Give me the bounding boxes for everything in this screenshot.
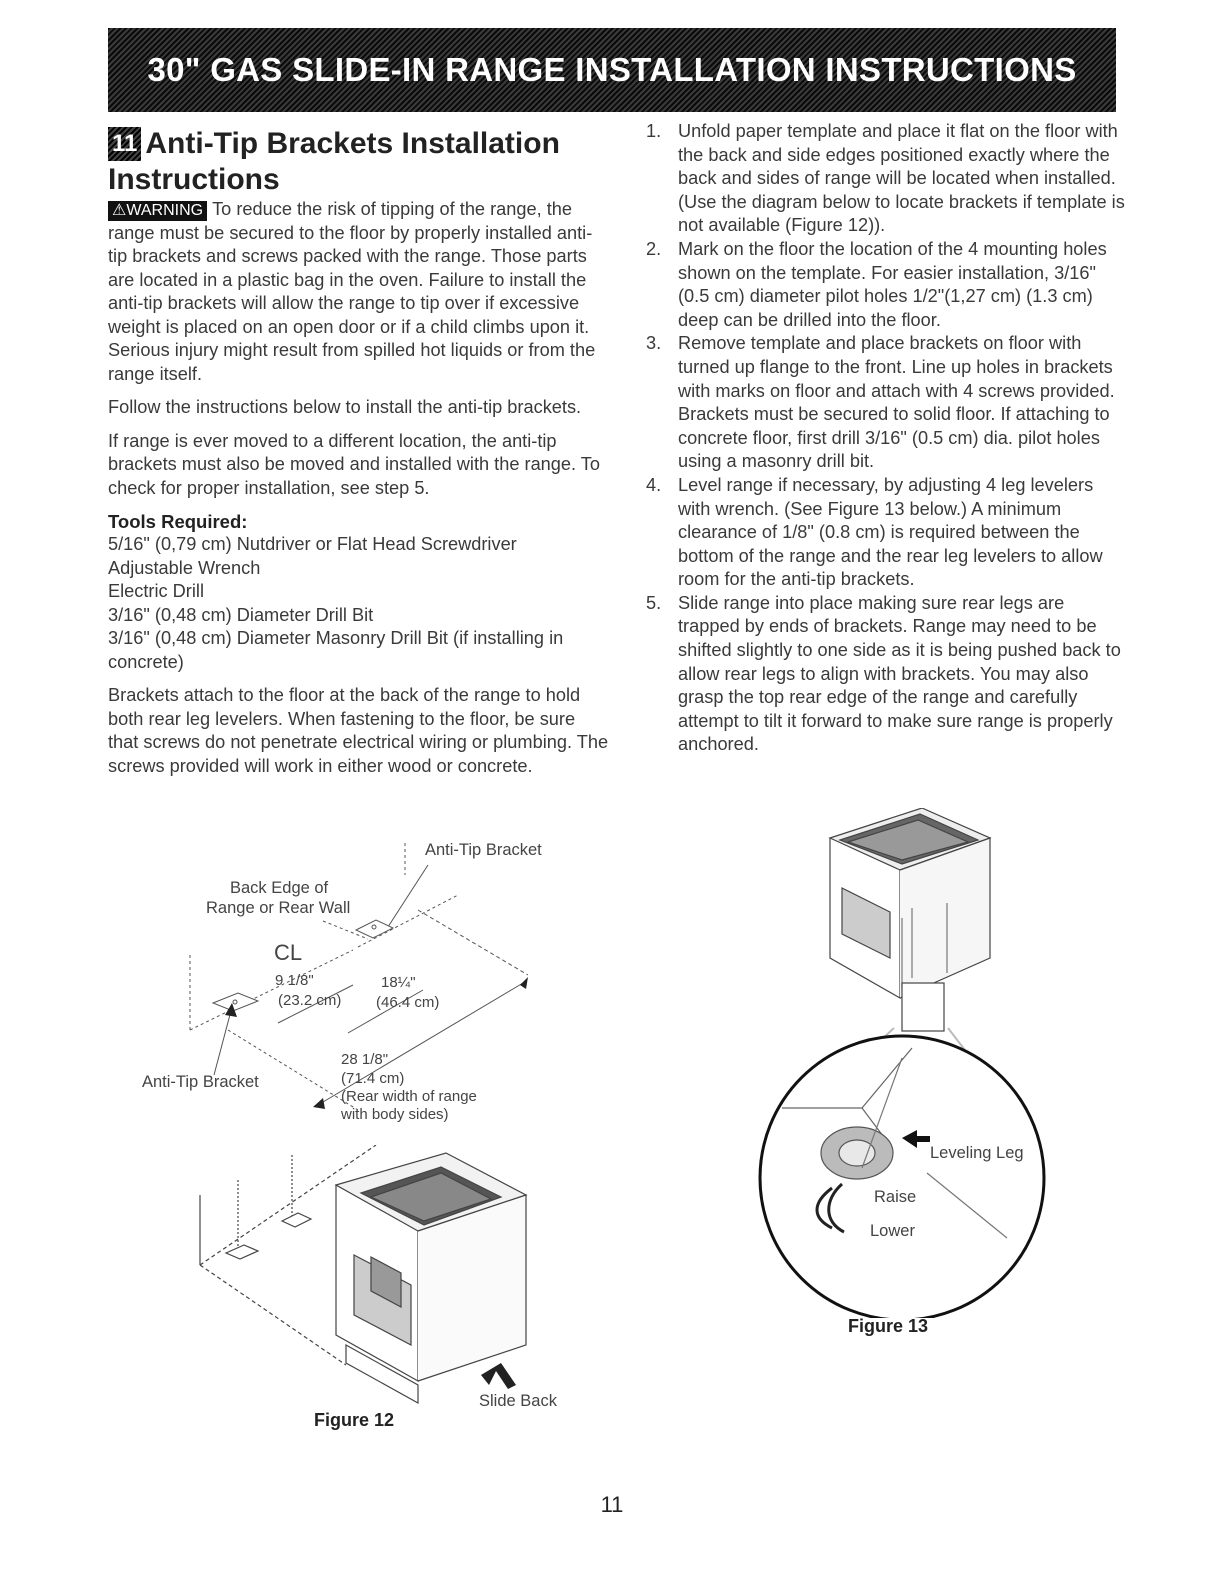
section-title-line2: Instructions [108, 163, 280, 196]
tools-list [108, 533, 610, 674]
figure12-template-diagram [128, 835, 568, 1135]
step-item [646, 474, 1126, 592]
page-number: 11 [600, 1492, 624, 1517]
tool-item: Adjustable Wrench [108, 557, 261, 578]
leveling-leg-drawing [752, 808, 1052, 1318]
dim1-inches: 9 1/8" [275, 972, 314, 989]
step-text: Mark on the floor the location of the 4 mounting holes shown on the template. For easier installation, 3/16" (0.5 cm) diameter pilot holes 1/2"(1,27 cm) (1.3 cm) deep can be drilled into the floor. [678, 238, 1107, 330]
moved-paragraph: If range is ever moved to a different location, the anti-tip brackets must also be moved and installed with the range. To check for proper installation, see step 5. [108, 430, 601, 498]
warning-badge: ⚠WARNING [108, 201, 207, 221]
dim3-inches: 28 1/8" [341, 1051, 389, 1068]
section-heading [108, 126, 610, 198]
figure12-range-diagram [196, 1145, 576, 1435]
step-text: Level range if necessary, by adjusting 4 leg levelers with wrench. (See Figure 13 below.) A minimum clearance of 1/8" (0.8 cm) is required between the bottom of the range and the rear leg levelers to allow room for the anti-tip brackets. [678, 474, 1103, 590]
dim3-note-line1: (Rear width of range [341, 1088, 477, 1105]
dim2-cm: (46.4 cm) [376, 994, 440, 1011]
dim3-cm: (71.4 cm) [341, 1070, 405, 1087]
brackets-paragraph: Brackets attach to the floor at the back of the range to hold both rear leg levelers. When fastening to the floor, be sure that screws do not penetrate electrical wiring or plumbing. The screws provided will work in either wood or concrete. [108, 685, 609, 776]
step-text: Unfold paper template and place it flat on the floor with the back and side edges positioned exactly where the back and sides of range will be located when installed. (Use the diagram below to locate brackets if template is not available (Figure 12)). [678, 121, 1125, 236]
steps-list [646, 120, 1126, 757]
step-number: 5. [646, 592, 662, 613]
back-edge-label-line2: Range or Rear Wall [206, 899, 351, 917]
tool-item: Electric Drill [108, 581, 204, 601]
slide-back-label: Slide Back [479, 1392, 557, 1410]
section-number: 11 [108, 127, 141, 161]
step-text: Slide range into place making sure rear legs are trapped by ends of brackets. Range may need to be shifted slightly to one side as it is being pushed back to allow rear legs to align with brackets. You may also grasp the top rear edge of the range and carefully attempt to tilt it forward to make sure range is properly anchored. [678, 592, 1121, 755]
dim3-note-line2: with body sides) [341, 1106, 449, 1123]
step-item [646, 238, 1126, 332]
tool-item: 3/16" (0,48 cm) Diameter Masonry Drill Bit (if installing in concrete) [108, 628, 564, 672]
page-header-banner [108, 28, 1116, 112]
figure13-leveling-diagram [752, 808, 1052, 1318]
centerline-label: CL [274, 940, 303, 965]
step-item [646, 332, 1126, 474]
arrow-marker [313, 1098, 325, 1109]
figure12-caption: Figure 12 [314, 1410, 395, 1430]
arrow-marker [520, 977, 528, 989]
step-item [646, 592, 1126, 757]
page-header-title: 30" GAS SLIDE-IN RANGE INSTALLATION INSTRUCTIONS [147, 51, 1077, 88]
anti-tip-bracket-label-left: Anti-Tip Bracket [142, 1073, 259, 1091]
tools-heading: Tools Required: [108, 511, 248, 532]
step-number: 1. [646, 121, 662, 141]
tool-item: 3/16" (0,48 cm) Diameter Drill Bit [108, 604, 374, 625]
tool-item: 5/16" (0,79 cm) Nutdriver or Flat Head Screwdriver [108, 534, 517, 554]
warning-text: To reduce the risk of tipping of the range, the range must be secured to the floor by properly installed anti-tip brackets and screws packed with the range. Those parts are located in a plastic bag in the oven. Failure to install the anti-tip brackets will allow the range to tip over if excessive weight is placed on an open door or if a child climbs upon it. Serious injury might result from spilled hot liquids or from the range itself. [108, 199, 596, 384]
left-column [108, 126, 610, 788]
dim2-inches: 18¼" [381, 974, 416, 991]
follow-paragraph: Follow the instructions below to install the anti-tip brackets. [108, 397, 582, 417]
slide-back-arrow [481, 1363, 516, 1389]
step-item [646, 120, 1126, 238]
step-text: Remove template and place brackets on floor with turned up flange to the front. Line up holes in brackets with marks on floor and attach with 4 screws provided. Brackets must be secured to solid floor. If attaching to concrete floor, first drill 3/16" (0.5 cm) dia. pilot holes using a masonry drill bit. [678, 333, 1115, 472]
section-title-line1: Anti-Tip Brackets Installation [145, 127, 560, 160]
step-number: 4. [646, 474, 662, 495]
dim1-cm: (23.2 cm) [278, 992, 342, 1009]
back-edge-label-line1: Back Edge of [230, 879, 329, 897]
anti-tip-bracket-label-top: Anti-Tip Bracket [425, 841, 542, 859]
leveling-leg-label: Leveling Leg [930, 1144, 1024, 1162]
step-number: 2. [646, 238, 662, 259]
figure13-caption: Figure 13 [848, 1316, 929, 1336]
raise-label: Raise [874, 1188, 917, 1206]
right-column [646, 120, 1126, 757]
step-number: 3. [646, 333, 662, 354]
lower-label: Lower [870, 1222, 915, 1240]
warning-paragraph [108, 198, 610, 386]
